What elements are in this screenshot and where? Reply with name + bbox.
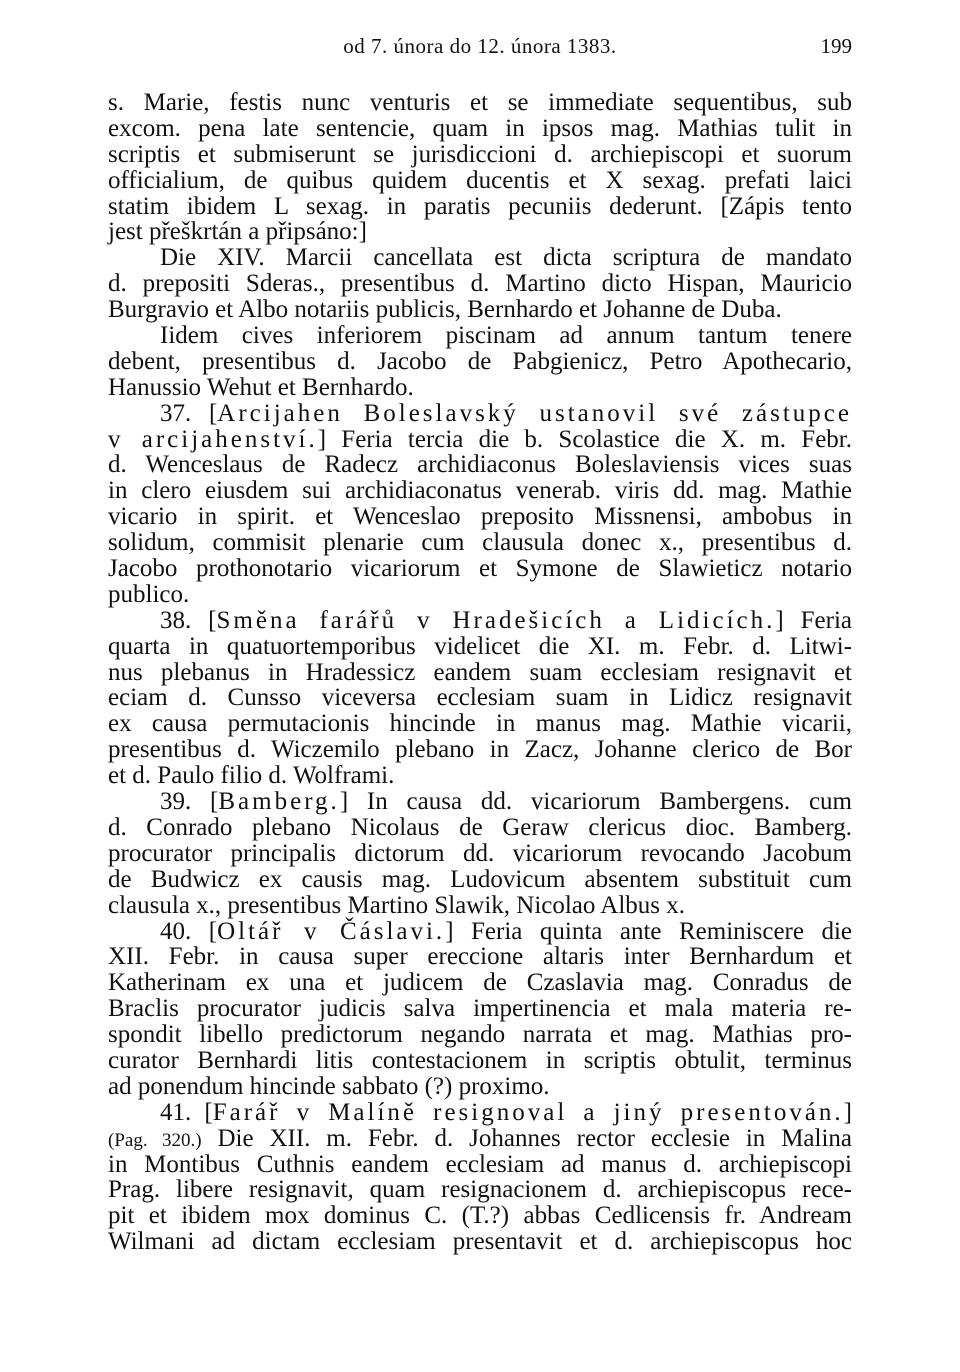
text-line bbox=[108, 194, 852, 220]
text-line bbox=[108, 168, 852, 194]
text-line bbox=[108, 1048, 852, 1074]
line-text: Prag. libere resignavit, quam resignacionem d. archiepiscopus rece- bbox=[108, 1176, 852, 1204]
text-line bbox=[108, 608, 852, 634]
line-text: 41. [ bbox=[160, 1098, 213, 1126]
line-text: XII. Febr. in causa super ereccione altaris inter Bernhardum et bbox=[108, 943, 852, 971]
line-text: de Budwicz ex causis mag. Ludovicum absentem substituit cum bbox=[108, 865, 852, 893]
text-line bbox=[108, 1229, 852, 1255]
text-line bbox=[108, 789, 852, 815]
line-text: nus plebanus in Hradessicz eandem suam ecclesiam resignavit et bbox=[108, 658, 852, 686]
line-text: 39. [ bbox=[160, 788, 219, 816]
spaced-heading: v arcijahenství. bbox=[108, 425, 318, 453]
line-text: presentibus d. Wiczemilo plebano in Zacz, Johanne clerico de Bor bbox=[108, 736, 852, 764]
text-line bbox=[108, 685, 852, 711]
line-text: Die XIV. Marcii cancellata est dicta scriptura de mandato bbox=[160, 244, 852, 272]
text-line bbox=[108, 297, 852, 323]
line-text: 40. [ bbox=[160, 917, 218, 945]
line-text: clausula x., presentibus Martino Slawik, Nicolao Albus x. bbox=[108, 891, 686, 919]
text-line bbox=[108, 1177, 852, 1203]
line-text: statim ibidem L sexag. in paratis pecuniis dederunt. [Zápis tento bbox=[108, 192, 852, 220]
text-line bbox=[108, 1022, 852, 1048]
text-line bbox=[108, 478, 852, 504]
text-line bbox=[108, 1152, 852, 1178]
line-text: Iidem cives inferiorem piscinam ad annum tantum tenere bbox=[160, 322, 852, 350]
spaced-heading: Farář v Malíně resignoval a jiný presentován. bbox=[212, 1098, 844, 1126]
text-line bbox=[108, 763, 852, 789]
running-title: od 7. února do 12. února 1383. bbox=[343, 34, 617, 58]
running-head bbox=[108, 34, 852, 64]
line-text: 38. [ bbox=[160, 606, 217, 634]
line-text: vicario in spirit. et Wenceslao preposito Missnensi, ambobus in bbox=[108, 503, 852, 531]
text-line bbox=[108, 944, 852, 970]
text-line bbox=[108, 737, 852, 763]
line-text: debent, presentibus d. Jacobo de Pabgienicz, Petro Apothecario, bbox=[108, 347, 852, 375]
spaced-heading: Arcijahen Boleslavský ustanovil své zástupce bbox=[217, 399, 852, 427]
text-line bbox=[108, 530, 852, 556]
line-text: d. Wenceslaus de Radecz archidiaconus Boleslaviensis vices suas bbox=[108, 451, 852, 479]
text-line bbox=[108, 427, 852, 453]
text-line bbox=[108, 245, 852, 271]
line-text: ex causa permutacionis hincinde in manus mag. Mathie vicarii, bbox=[108, 710, 852, 738]
page-reference: (Pag. 320.) bbox=[108, 1129, 202, 1151]
line-text: quarta in quatuortemporibus videlicet die XI. m. Febr. d. Litwi- bbox=[108, 632, 852, 660]
text-line bbox=[108, 349, 852, 375]
text-line bbox=[108, 1074, 852, 1100]
line-text: ] In causa dd. vicariorum Bambergens. cum bbox=[339, 788, 852, 816]
line-text: jest přeškrtán a připsáno:] bbox=[108, 218, 367, 246]
text-line bbox=[108, 219, 852, 245]
text-line bbox=[108, 401, 852, 427]
text-line bbox=[108, 711, 852, 737]
line-text: ] Feria tercia die b. Scolastice die X. m. Febr. bbox=[317, 425, 852, 453]
text-line bbox=[108, 634, 852, 660]
line-text: publico. bbox=[108, 580, 190, 608]
line-text: in clero eiusdem sui archidiaconatus venerab. viris dd. mag. Mathie bbox=[108, 477, 852, 505]
line-text: officialium, de quibus quidem ducentis et X sexag. prefati laici bbox=[108, 166, 852, 194]
text-line bbox=[108, 90, 852, 116]
text-body bbox=[108, 90, 852, 1255]
line-text: scriptis et submiserunt se jurisdiccioni d. archiepiscopi et suorum bbox=[108, 140, 852, 168]
text-line bbox=[108, 660, 852, 686]
text-line bbox=[108, 142, 852, 168]
page-number: 199 bbox=[820, 34, 852, 58]
text-line bbox=[108, 323, 852, 349]
line-text: 37. [ bbox=[160, 399, 218, 427]
text-line bbox=[108, 271, 852, 297]
text-line bbox=[108, 841, 852, 867]
text-line bbox=[108, 582, 852, 608]
text-line bbox=[108, 1126, 852, 1152]
line-text: Katherinam ex una et judicem de Czaslavia mag. Conradus de bbox=[108, 969, 852, 997]
line-text: d. Conrado plebano Nicolaus de Geraw clericus dioc. Bamberg. bbox=[108, 813, 852, 841]
line-text: s. Marie, festis nunc venturis et se immediate sequentibus, sub bbox=[108, 89, 852, 116]
line-text: Hanussio Wehut et Bernhardo. bbox=[108, 373, 414, 401]
line-text: ] Feria quinta ante Reminiscere die bbox=[445, 917, 852, 945]
line-text: Die XII. m. Febr. d. Johannes rector ecclesie in Malina bbox=[201, 1124, 853, 1152]
text-line bbox=[108, 970, 852, 996]
line-text: eciam d. Cunsso viceversa ecclesiam suam in Lidicz resignavit bbox=[108, 684, 852, 712]
text-line bbox=[108, 919, 852, 945]
text-line bbox=[108, 996, 852, 1022]
line-text: Wilmani ad dictam ecclesiam presentavit et d. archiepiscopus hoc bbox=[108, 1228, 852, 1256]
line-text: Braclis procurator judicis salva impertinencia et mala materia re- bbox=[108, 995, 852, 1023]
text-line bbox=[108, 452, 852, 478]
line-text: ] bbox=[843, 1098, 852, 1126]
line-text: Burgravio et Albo notariis publicis, Bernhardo et Johanne de Duba. bbox=[108, 296, 782, 324]
text-line bbox=[108, 556, 852, 582]
line-text: excom. pena late sentencie, quam in ipsos mag. Mathias tulit in bbox=[108, 114, 852, 142]
line-text: spondit libello predictorum negando narrata et mag. Mathias pro- bbox=[108, 1021, 852, 1049]
spaced-heading: Oltář v Čáslavi. bbox=[217, 917, 446, 945]
line-text: ] Feria bbox=[775, 606, 852, 634]
line-text: Jacobo prothonotario vicariorum et Symone de Slawieticz notario bbox=[108, 555, 852, 583]
line-text: ad ponendum hincinde sabbato (?) proximo. bbox=[108, 1072, 550, 1100]
line-text: d. prepositi Sderas., presentibus d. Martino dicto Hispan, Mauricio bbox=[108, 270, 852, 298]
spaced-heading: Směna farářů v Hradešicích a Lidicích. bbox=[216, 606, 776, 634]
text-line bbox=[108, 116, 852, 142]
text-line bbox=[108, 1100, 852, 1126]
text-line bbox=[108, 815, 852, 841]
text-line bbox=[108, 504, 852, 530]
line-text: solidum, commisit plenarie cum clausula donec x., presentibus d. bbox=[108, 529, 852, 557]
line-text: in Montibus Cuthnis eandem ecclesiam ad manus d. archiepiscopi bbox=[108, 1150, 852, 1178]
text-line bbox=[108, 893, 852, 919]
line-text: et d. Paulo filio d. Wolframi. bbox=[108, 762, 395, 790]
text-line bbox=[108, 867, 852, 893]
spaced-heading: Bamberg. bbox=[218, 788, 340, 816]
line-text: procurator principalis dictorum dd. vicariorum revocando Jacobum bbox=[108, 839, 852, 867]
text-line bbox=[108, 1203, 852, 1229]
text-line bbox=[108, 375, 852, 401]
line-text: pit et ibidem mox dominus C. (T.?) abbas Cedlicensis fr. Andream bbox=[108, 1202, 852, 1230]
line-text: curator Bernhardi litis contestacionem in scriptis obtulit, terminus bbox=[108, 1046, 852, 1074]
